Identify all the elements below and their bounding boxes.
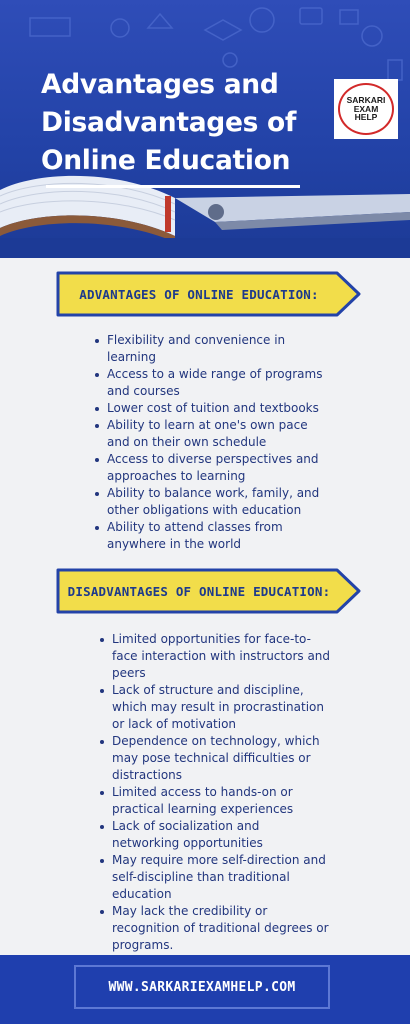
list-item: Dependence on technology, which may pose technical difficulties or distractions <box>100 733 330 784</box>
disadvantages-heading-banner <box>55 566 362 616</box>
disadvantages-heading: DISADVANTAGES OF ONLINE EDUCATION: <box>67 583 331 599</box>
sarkari-exam-help-logo <box>334 79 398 139</box>
disadvantages-list <box>100 631 330 954</box>
list-item: Limited opportunities for face-to-face interaction with instructors and peers <box>100 631 330 682</box>
website-link-box[interactable] <box>74 965 330 1009</box>
list-item: May lack the credibility or recognition of traditional degrees or programs. <box>100 903 330 954</box>
list-item: Ability to balance work, family, and other obligations with education <box>95 485 327 519</box>
title-line-3: Online Education <box>41 145 291 176</box>
logo-line-2: EXAM <box>353 103 379 114</box>
list-item: Ability to attend classes from anywhere in the world <box>95 519 327 553</box>
advantages-list <box>95 332 327 553</box>
list-item: Access to a wide range of programs and courses <box>95 366 327 400</box>
title-underline <box>46 185 300 188</box>
logo-line-3: HELP <box>354 112 378 123</box>
logo-line-1: SARKARI <box>346 95 386 106</box>
advantages-heading-banner <box>55 269 362 319</box>
hero-banner <box>0 0 410 258</box>
list-item: Access to diverse perspectives and approaches to learning <box>95 451 327 485</box>
list-item: May require more self-direction and self-discipline than traditional education <box>100 852 330 903</box>
website-url[interactable]: WWW.SARKARIEXAMHELP.COM <box>108 979 296 995</box>
logo-ring <box>338 83 394 135</box>
list-item: Lack of socialization and networking opportunities <box>100 818 330 852</box>
footer <box>0 955 410 1024</box>
list-item: Lack of structure and discipline, which may result in procrastination or lack of motivation <box>100 682 330 733</box>
list-item: Limited access to hands-on or practical learning experiences <box>100 784 330 818</box>
list-item: Ability to learn at one's own pace and on their own schedule <box>95 417 327 451</box>
title-line-1: Advantages and <box>41 69 279 100</box>
title-line-2: Disadvantages of <box>41 107 297 138</box>
page-title <box>41 66 331 180</box>
advantages-heading: ADVANTAGES OF ONLINE EDUCATION: <box>79 286 319 302</box>
list-item: Lower cost of tuition and textbooks <box>95 400 327 417</box>
list-item: Flexibility and convenience in learning <box>95 332 327 366</box>
